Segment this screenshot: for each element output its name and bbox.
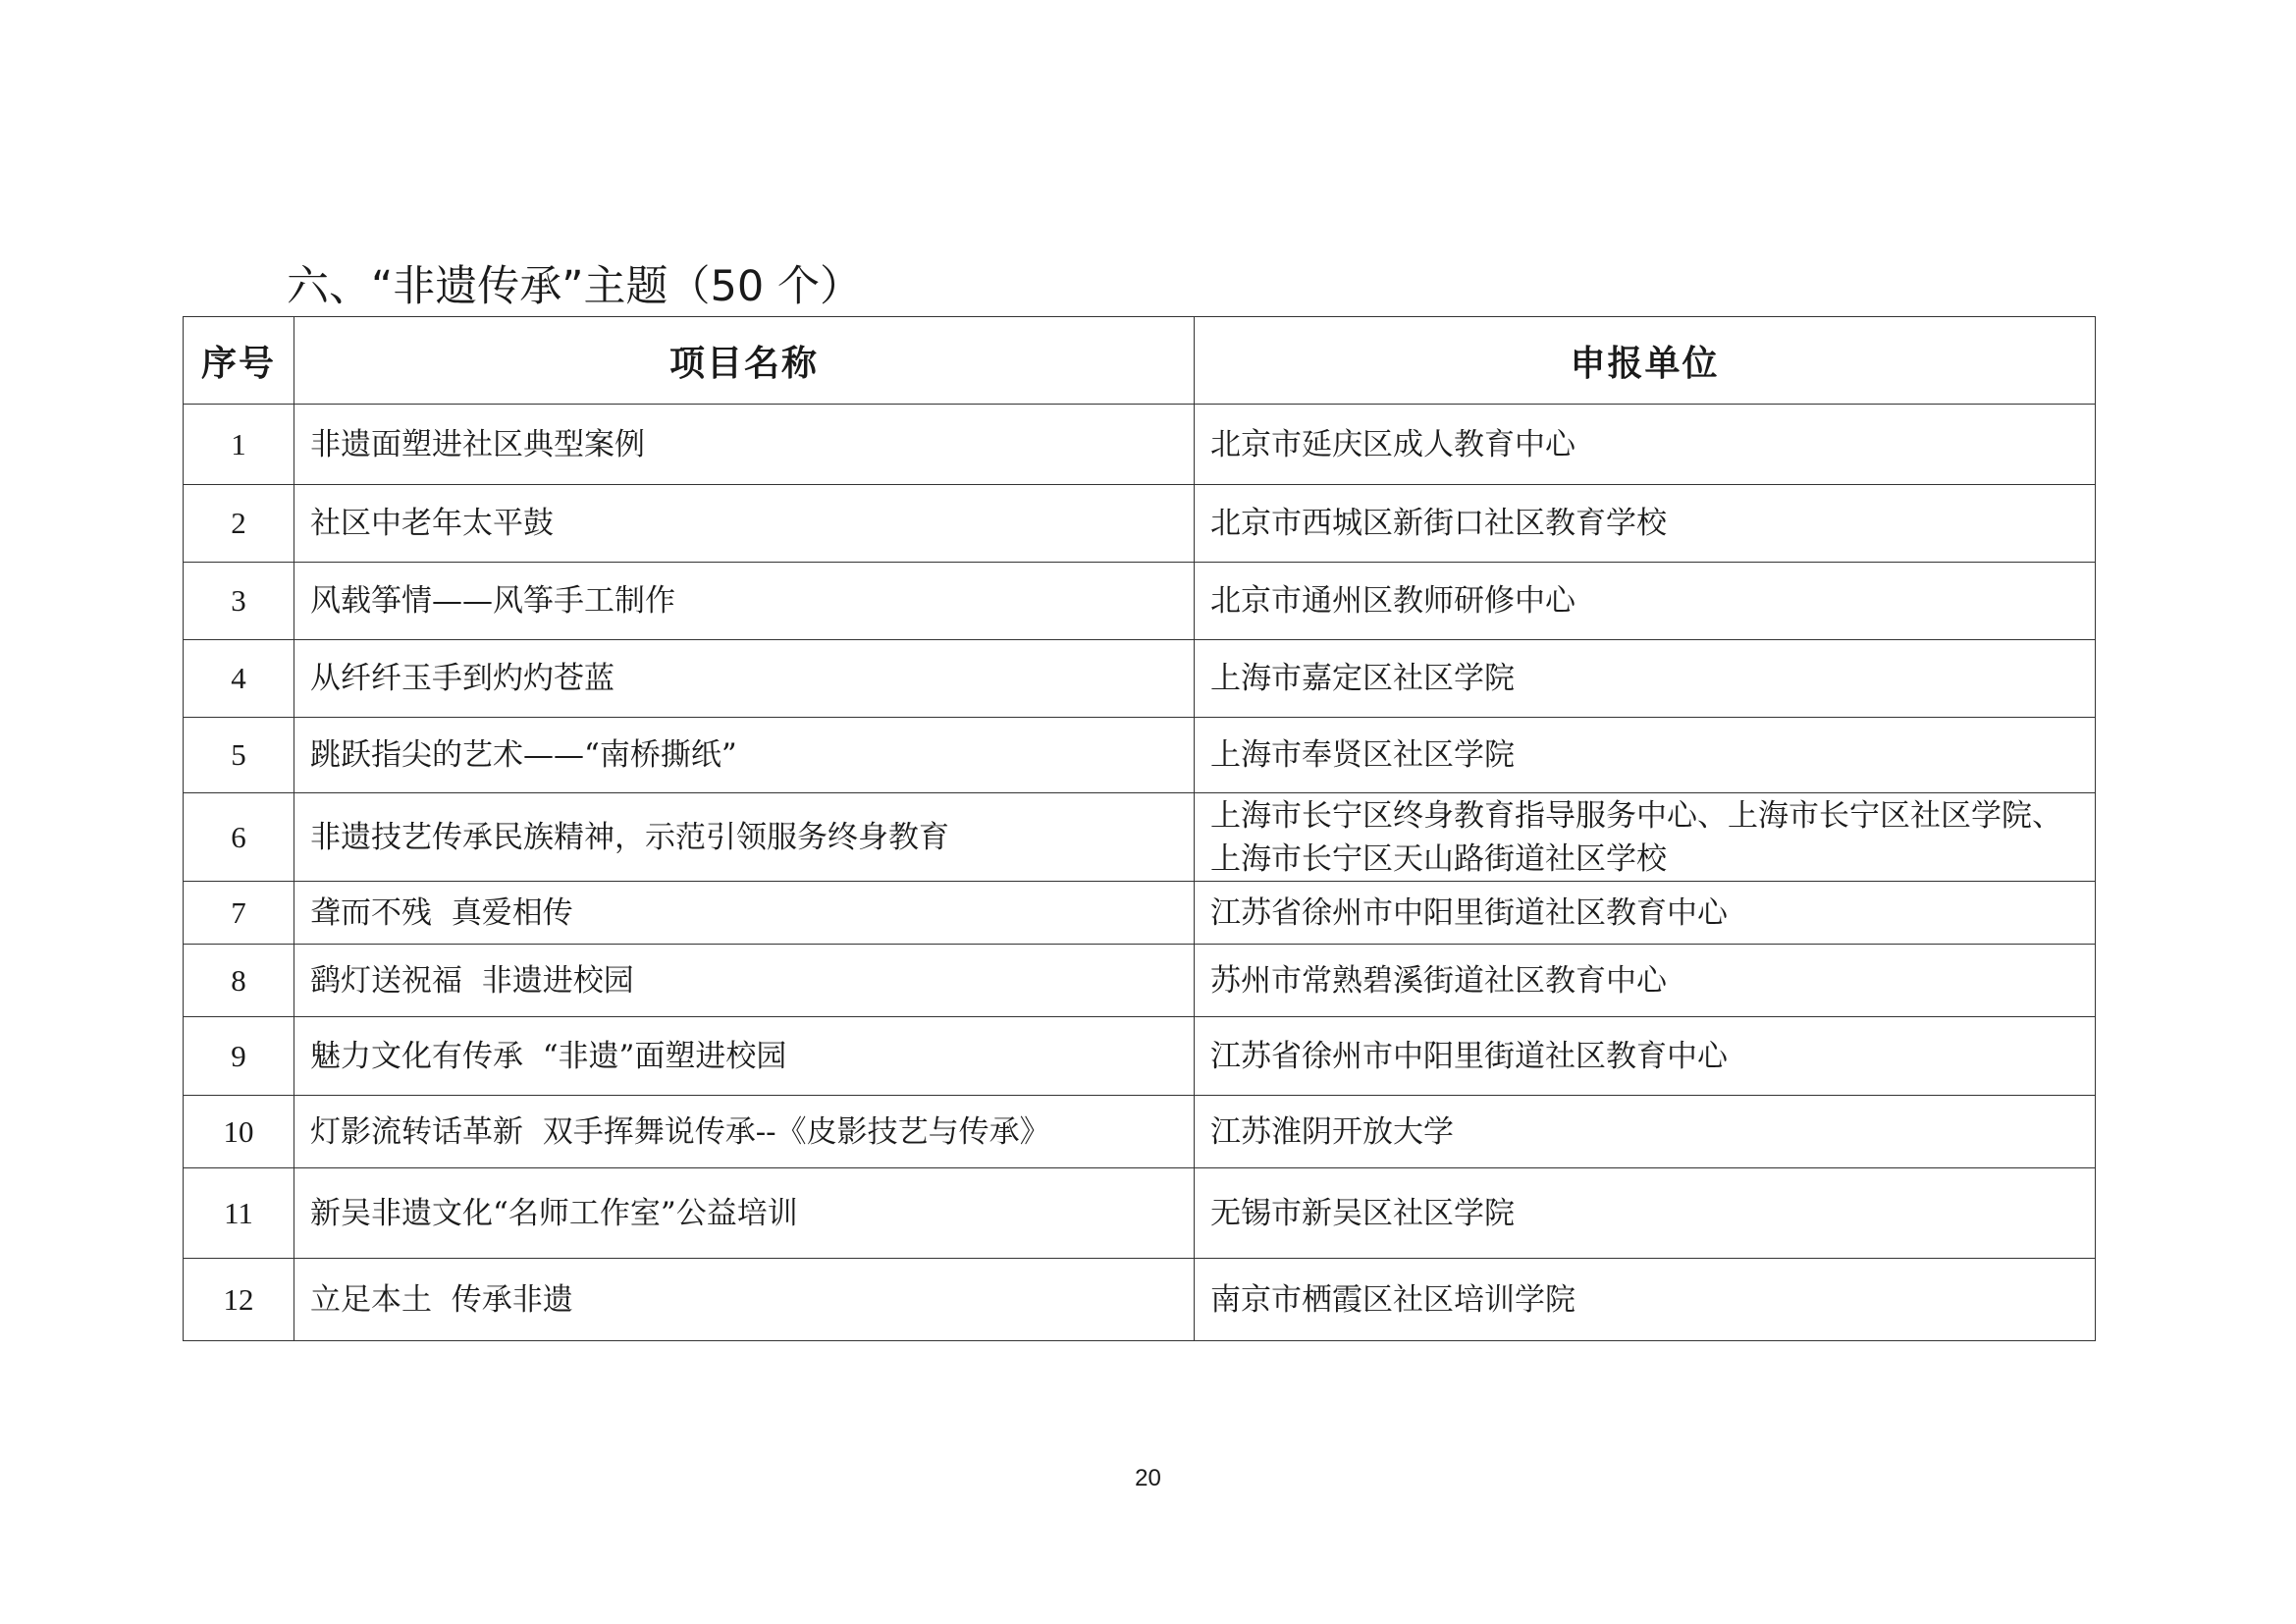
row-project-name: 非遗技艺传承民族精神，示范引领服务终身教育 <box>294 793 1195 882</box>
row-index: 7 <box>184 882 294 945</box>
row-reporting-unit: 无锡市新吴区社区学院 <box>1195 1168 2096 1259</box>
row-project-name: 新吴非遗文化“名师工作室”公益培训 <box>294 1168 1195 1259</box>
row-project-name: 跳跃指尖的艺术——“南桥撕纸” <box>294 718 1195 793</box>
table-row <box>184 1017 2096 1096</box>
row-reporting-unit: 江苏省徐州市中阳里街道社区教育中心 <box>1195 882 2096 945</box>
row-index: 12 <box>184 1259 294 1341</box>
table-row <box>184 640 2096 718</box>
table-row <box>184 563 2096 640</box>
row-index: 4 <box>184 640 294 718</box>
row-project-name: 立足本土 传承非遗 <box>294 1259 1195 1341</box>
row-reporting-unit: 苏州市常熟碧溪街道社区教育中心 <box>1195 945 2096 1017</box>
row-reporting-unit: 北京市延庆区成人教育中心 <box>1195 405 2096 485</box>
table-row <box>184 1168 2096 1259</box>
table-row <box>184 405 2096 485</box>
row-project-name: 从纤纤玉手到灼灼苍蓝 <box>294 640 1195 718</box>
row-project-name: 灯影流转话革新 双手挥舞说传承--《皮影技艺与传承》 <box>294 1096 1195 1168</box>
table-row <box>184 882 2096 945</box>
row-reporting-unit: 北京市通州区教师研修中心 <box>1195 563 2096 640</box>
table-row <box>184 945 2096 1017</box>
row-index: 2 <box>184 485 294 563</box>
header-reporting-unit: 申报单位 <box>1195 317 2096 405</box>
row-project-name: 魅力文化有传承 “非遗”面塑进校园 <box>294 1017 1195 1096</box>
header-project-name: 项目名称 <box>294 317 1195 405</box>
row-index: 10 <box>184 1096 294 1168</box>
row-index: 11 <box>184 1168 294 1259</box>
table-row <box>184 1259 2096 1341</box>
section-title: 六、“非遗传承”主题（50 个） <box>287 262 862 311</box>
row-index: 9 <box>184 1017 294 1096</box>
row-index: 6 <box>184 793 294 882</box>
row-reporting-unit: 上海市嘉定区社区学院 <box>1195 640 2096 718</box>
header-index: 序号 <box>184 317 294 405</box>
row-reporting-unit: 上海市奉贤区社区学院 <box>1195 718 2096 793</box>
table-row <box>184 1096 2096 1168</box>
table-row <box>184 718 2096 793</box>
table-row <box>184 793 2096 882</box>
row-reporting-unit: 南京市栖霞区社区培训学院 <box>1195 1259 2096 1341</box>
row-index: 8 <box>184 945 294 1017</box>
table-row <box>184 485 2096 563</box>
project-table <box>183 316 2096 1341</box>
row-index: 1 <box>184 405 294 485</box>
row-project-name: 社区中老年太平鼓 <box>294 485 1195 563</box>
row-index: 5 <box>184 718 294 793</box>
row-reporting-unit: 北京市西城区新街口社区教育学校 <box>1195 485 2096 563</box>
row-project-name: 聋而不残 真爱相传 <box>294 882 1195 945</box>
row-project-name: 风载筝情——风筝手工制作 <box>294 563 1195 640</box>
row-reporting-unit: 江苏淮阴开放大学 <box>1195 1096 2096 1168</box>
page-number: 20 <box>1135 1465 1161 1491</box>
row-reporting-unit: 上海市长宁区终身教育指导服务中心、上海市长宁区社区学院、上海市长宁区天山路街道社区学校 <box>1195 793 2096 882</box>
row-project-name: 非遗面塑进社区典型案例 <box>294 405 1195 485</box>
table-header-row <box>184 317 2096 405</box>
row-index: 3 <box>184 563 294 640</box>
row-reporting-unit: 江苏省徐州市中阳里街道社区教育中心 <box>1195 1017 2096 1096</box>
row-project-name: 鹞灯送祝福 非遗进校园 <box>294 945 1195 1017</box>
